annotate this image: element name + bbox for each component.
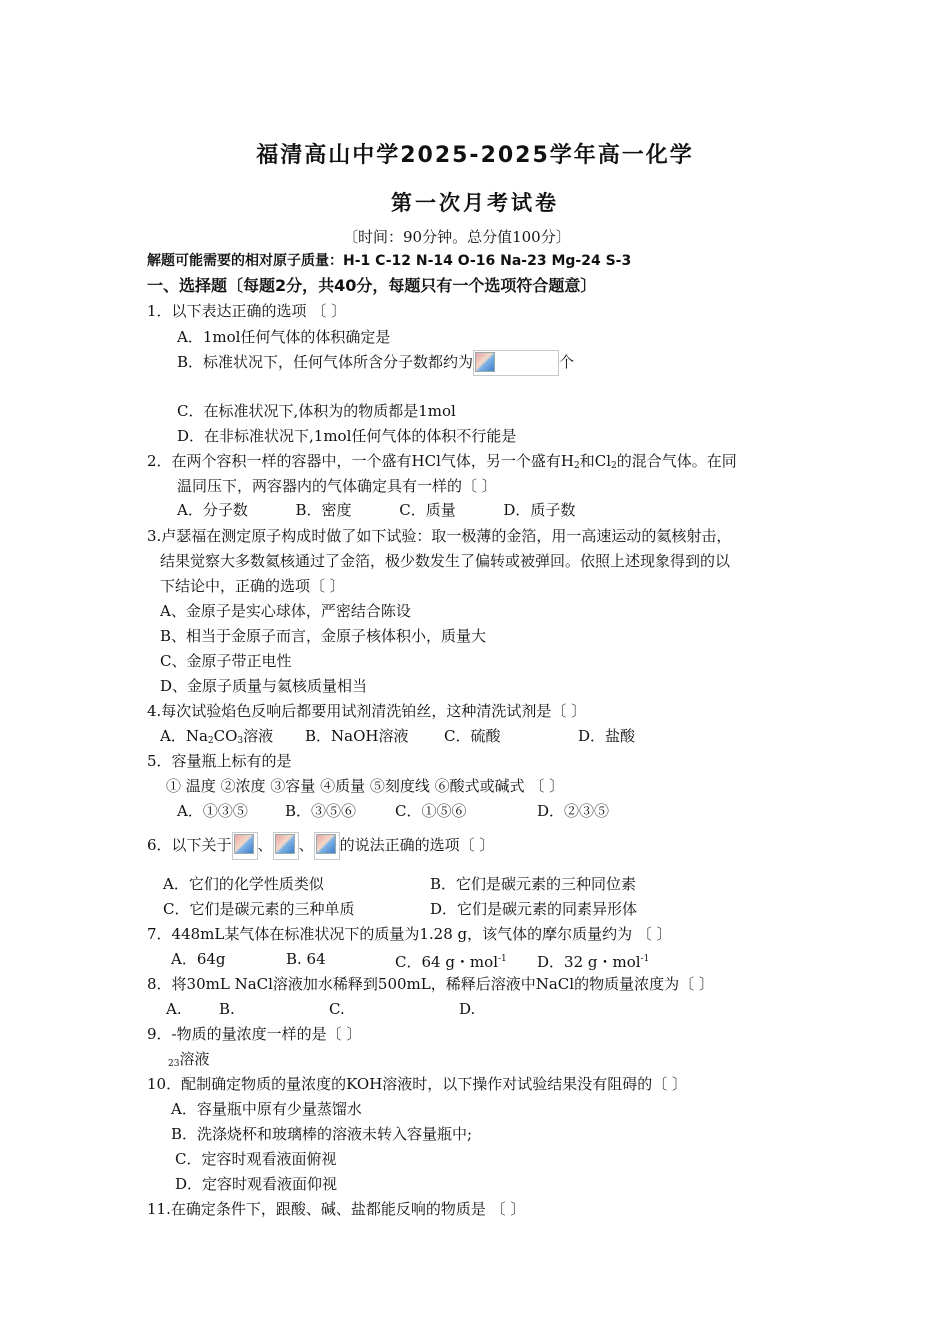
superscript: -1 (498, 954, 507, 964)
question-5-items: ① 温度 ②浓度 ③容量 ④质量 ⑤刻度线 ⑥酸式或碱式 〔 〕 (166, 777, 565, 795)
q6-separator: 、 (298, 836, 314, 854)
question-10-option-d: D．定容时观看液面仰视 (175, 1175, 338, 1193)
question-3-line-2: 结果觉察大多数氦核通过了金箔，极少数发生了偏转或被弹回。依照上述现象得到的以 (160, 552, 731, 570)
question-7-option-c (395, 949, 507, 972)
question-2-options: A．分子数 B．密度 C．质量 D．质子数 (177, 501, 576, 519)
question-1-option-a: A．1mol任何气体的体积确定是 (177, 328, 391, 346)
q6-prefix: 6．以下关于 (147, 836, 232, 854)
question-3-line-1: 3.卢瑟福在测定原子构成时做了如下试验：取一极薄的金箔，用一高速运动的氦核射击， (147, 527, 732, 545)
question-7-stem: 7．448mL某气体在标准状况下的质量为1.28 g，该气体的摩尔质量约为 〔 〕 (147, 925, 672, 943)
q6-separator: 、 (257, 836, 273, 854)
question-6-stem (147, 832, 494, 860)
isotope-image-icon (314, 832, 340, 860)
q7-d-text: D．32 g・mol (537, 953, 641, 971)
question-9-fragment (168, 1049, 209, 1074)
question-6-option-a: A．它们的化学性质类似 (163, 875, 324, 893)
question-8-option-a: A. (166, 1000, 182, 1018)
question-4-option-c: C．硫酸 (444, 727, 501, 745)
question-4-option-a (160, 726, 273, 751)
question-1-option-c: C．在标准状况下,体积为的物质都是1mol (177, 402, 456, 420)
exam-subtitle: 第一次月考试卷 (391, 191, 559, 215)
question-7-option-d (537, 949, 649, 972)
question-7-option-a: A．64g (171, 950, 226, 968)
question-3-option-b: B、相当于金原子而言，金原子核体积小，质量大 (160, 627, 487, 645)
question-6-option-c: C．它们是碳元素的三种单质 (163, 900, 355, 918)
isotope-image-icon (273, 832, 299, 860)
question-4-option-d: D．盐酸 (578, 727, 636, 745)
atomic-masses-note: 解题可能需要的相对原子质量：H-1 C-12 N-14 O-16 Na-23 Mg-24 S-3 (147, 253, 632, 269)
question-2-text-c: 的混合气体。在同 (616, 452, 737, 470)
isotope-image-icon (232, 832, 258, 860)
question-4-stem: 4.每次试验焰色反响后都要用试剂清洗铂丝，这种清洗试剂是〔 〕 (147, 702, 587, 720)
question-5-stem: 5．容量瓶上标有的是 (147, 752, 292, 770)
question-8-option-b: B. (219, 1000, 235, 1018)
subscript: 3 (237, 736, 244, 746)
question-3-option-d: D、金原子质量与氦核质量相当 (160, 677, 368, 695)
question-6-option-d: D．它们是碳元素的同素异形体 (430, 900, 638, 918)
exam-title: 福清高山中学2025-2025学年高一化学 (256, 143, 694, 168)
question-1-stem: 1．以下表达正确的选项 〔 〕 (147, 302, 347, 320)
question-10-option-a: A．容量瓶中原有少量蒸馏水 (171, 1100, 362, 1118)
q4-a-text-post: 溶液 (243, 727, 274, 745)
question-2-line-1 (147, 451, 737, 476)
subscript: 2 (611, 461, 617, 471)
q4-a-text-mid: CO (213, 727, 238, 745)
question-5-option-d: D．②③⑤ (537, 802, 610, 820)
question-2-text-b: 和Cl (579, 452, 611, 470)
question-4-option-b: B．NaOH溶液 (305, 727, 409, 745)
question-10-option-c: C．定容时观看液面俯视 (175, 1150, 337, 1168)
q7-c-text: C．64 g・mol (395, 953, 498, 971)
question-3-option-c: C、金原子带正电性 (160, 652, 292, 670)
question-11-stem: 11.在确定条件下，跟酸、碱、盐都能反响的物质是 〔 〕 (147, 1200, 526, 1218)
question-9-stem: 9．-物质的量浓度一样的是〔 〕 (147, 1025, 362, 1043)
subscript: 23 (168, 1059, 180, 1069)
question-8-stem: 8．将30mL NaCl溶液加水稀释到500mL，稀释后溶液中NaCl的物质量浓度为〔 〕 (147, 975, 714, 993)
section-heading: 一、选择题〔每题2分，共40分，每题只有一个选项符合题意〕 (147, 276, 597, 295)
exam-info: 〔时间：90分钟。总分值100分〕 (343, 228, 571, 246)
question-10-stem: 10．配制确定物质的量浓度的KOH溶液时，以下操作对试验结果没有阻碍的〔 〕 (147, 1075, 688, 1093)
question-8-option-d: D. (459, 1000, 476, 1018)
question-1-option-b-text: B．标准状况下，任何气体所含分子数都约为 (177, 353, 474, 371)
subscript: 2 (207, 736, 214, 746)
question-2-line-2: 温同压下，两容器内的气体确定具有一样的〔 〕 (177, 477, 497, 495)
question-5-option-b: B．③⑤⑥ (285, 802, 357, 820)
question-8-option-c: C. (329, 1000, 345, 1018)
formula-image-icon (473, 350, 559, 376)
q6-suffix: 的说法正确的选项〔 〕 (339, 836, 495, 854)
question-5-option-a: A．①③⑤ (177, 802, 248, 820)
q4-a-text: A．Na (160, 727, 208, 745)
question-7-option-b: B. 64 (286, 950, 326, 968)
question-1-option-b (177, 350, 574, 376)
question-1-option-d: D．在非标准状况下,1mol任何气体的体积不行能是 (177, 427, 517, 445)
question-1-option-b-suffix: 个 (559, 353, 575, 371)
superscript: -1 (640, 954, 650, 964)
question-10-option-b: B．洗涤烧杯和玻璃棒的溶液未转入容量瓶中; (171, 1125, 473, 1143)
question-2-text-a: 2．在两个容积一样的容器中，一个盛有HCl气体，另一个盛有H (147, 452, 574, 470)
question-5-option-c: C．①⑤⑥ (395, 802, 467, 820)
question-3-option-a: A、金原子是实心球体，严密结合陈设 (160, 602, 411, 620)
q9-tail: 溶液 (179, 1050, 210, 1068)
question-3-line-3: 下结论中，正确的选项〔 〕 (160, 577, 345, 595)
question-6-option-b: B．它们是碳元素的三种同位素 (430, 875, 637, 893)
subscript: 2 (573, 461, 580, 471)
